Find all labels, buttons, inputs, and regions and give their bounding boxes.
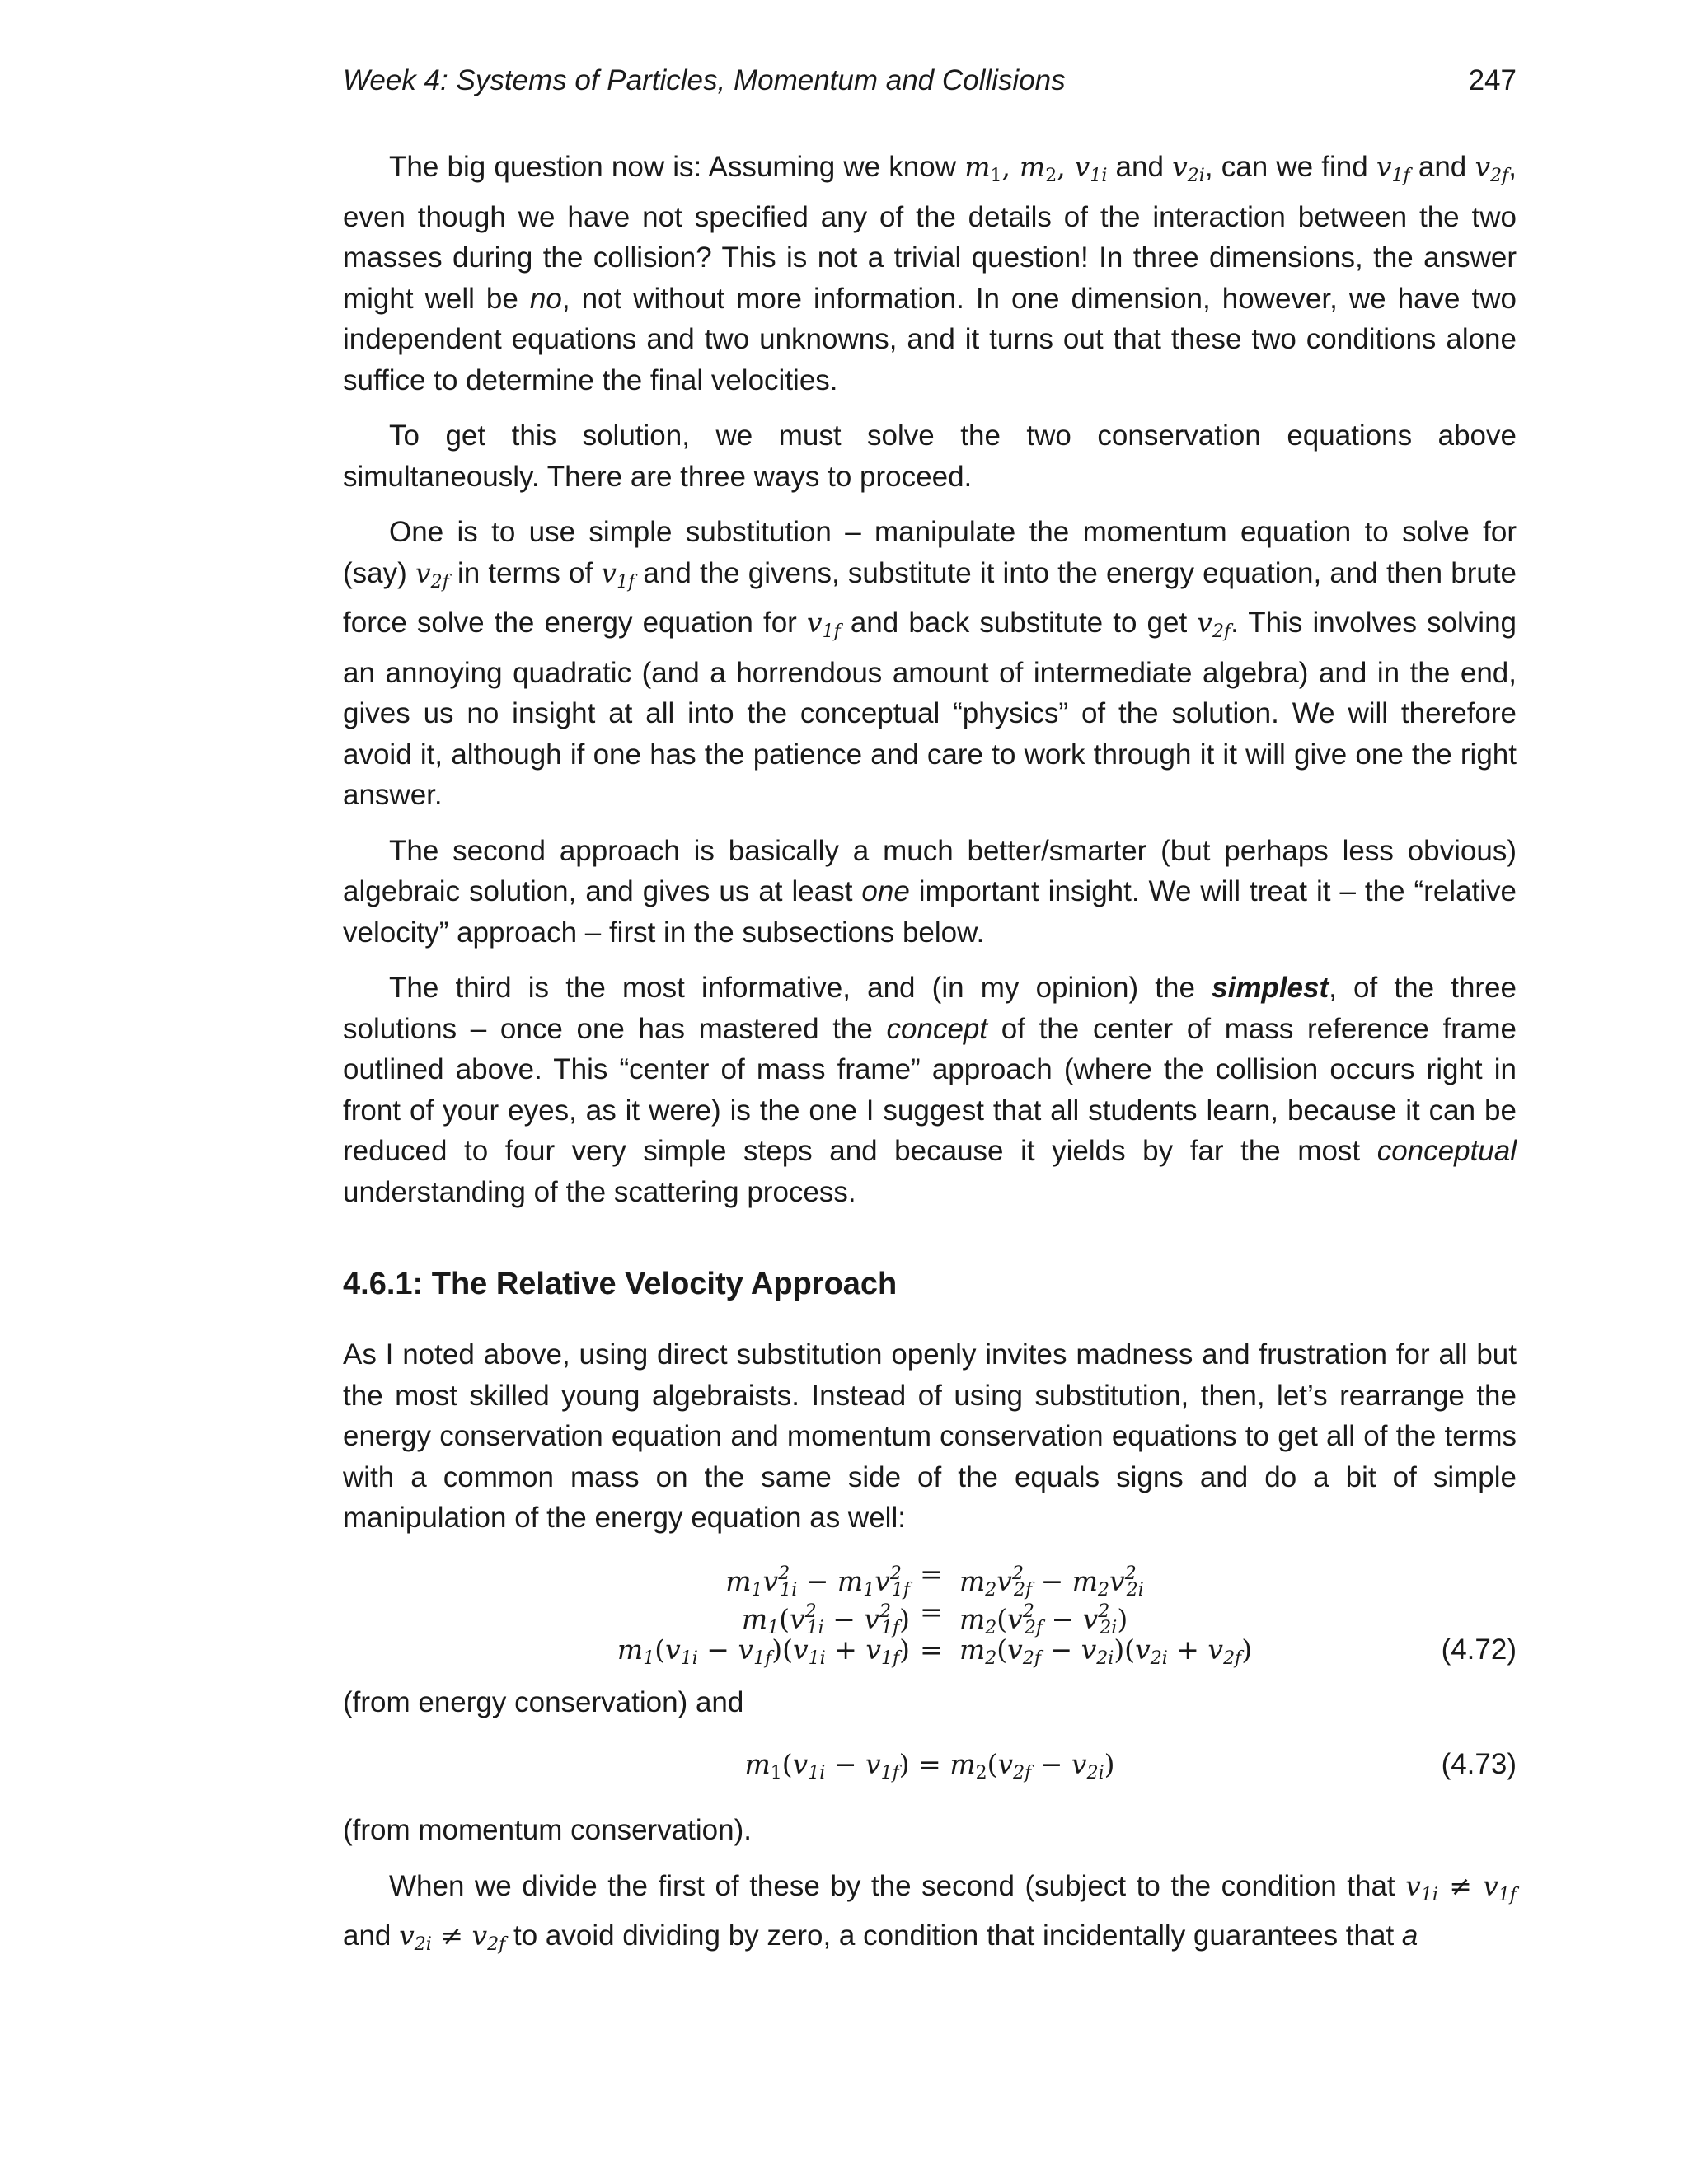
section-heading: 4.6.1: The Relative Velocity Approach: [343, 1267, 898, 1301]
paragraph-substitution: One is to use simple substitution – manipulate the momentum equation to solve for (say) $v_{2f}$ in terms of $v_{1f}$ and the givens, substitute it into the energy equation, and then brute force solve the energy equation for $v_{1f}$ and back substitute to get $v_{2f}$. This involves solving an annoying quadratic (and a horrendous amount of intermediate algebra) and in the end, gives us no insight at all into the conceptual “physics” of the solution. We will therefore avoid it, although if one has the patience and care to work through it it will give one the right answer.: [343, 516, 1517, 811]
math-givens: $m_1$, $m_2$, $v_{1i}$: [964, 151, 1108, 186]
paragraph-rearrange: As I noted above, using direct substitution openly invites madness and frustration for all but the most skilled young algebraists. Instead of using substitution, then, let’s rearrange the energy conservation equation and momentum conservation equations to get all of the terms with a common mass on the same side of the equals signs and do a bit of simple manipulation of the energy equation as well:: [343, 1338, 1517, 1534]
equation-number: (4.72): [1441, 1633, 1517, 1666]
running-header: [343, 64, 1517, 101]
paragraph-from-energy: (from energy conservation) and: [343, 1685, 744, 1718]
equation-row: $m_1(v_{1i} - v_{1f})(v_{1i} + v_{1f})$ = $m_2(v_{2f} - v_{2i})(v_{2i} + v_{2f})$ (4.72): [343, 1629, 1517, 1667]
equation-row: $m_1(v^2_{1i} - v^2_{1f})$ = $m_2(v^2_{2f} - v^2_{2i})$: [741, 1595, 1128, 1638]
paragraph-from-momentum: (from momentum conservation).: [343, 1814, 752, 1846]
equation-row: $m_1v^2_{1i} - m_1v^2_{1f}$ = $m_2v^2_{2f} - m_2v^2_{2i}$: [725, 1557, 1144, 1601]
paragraph-big-question: The big question now is: Assuming we know $m_1$, $m_2$, $v_{1i}$ and $v_{2i}$, can we find $v_{1f}$ and $v_{2f}$, even though we have not specified any of the details of the interaction between the two masses during the collision? This is not a trivial question! In three dimensions, the answer might well be no, not without more information. In one dimension, however, we have two independent equations and two unknowns, and it turns out that these two conditions alone suffice to determine the final velocities.: [343, 151, 1517, 396]
chapter-title: Week 4: Systems of Particles, Momentum and Collisions: [343, 64, 1066, 96]
page-body: [343, 147, 1517, 1980]
paragraph-second-approach: The second approach is basically a much better/smarter (but perhaps less obvious) algebraic solution, and gives us at least one important insight. We will treat it – the “relative velocity” approach – first in the subsections below.: [343, 834, 1517, 949]
page-number: 247: [1468, 64, 1517, 96]
paragraph-divide: When we divide the first of these by the second (subject to the condition that $v_{1i} \ne v_{1f}$ and $v_{2i} \ne v_{2f}$ to avoid dividing by zero, a condition that incidentally guarantees that a: [343, 1869, 1517, 1955]
equation-number: (4.73): [1441, 1748, 1517, 1780]
paragraph-third-approach: The third is the most informative, and (in my opinion) the simplest, of the three solutions – once one has mastered the concept of the center of mass reference frame outlined above. This “center of mass frame” approach (where the collision occurs right in front of your eyes, as it were) is the one I suggest that all students learn, because it can be reduced to four very simple steps and because it yields by far the most conceptual understanding of the scattering process.: [343, 972, 1517, 1208]
equation-4-72: [343, 1554, 1517, 1667]
equation-4-73: $m_1(v_{1i} - v_{1f}) = m_2(v_{2f} - v_{2i})$ (4.73): [343, 1744, 1517, 1785]
paragraph-three-ways: To get this solution, we must solve the two conservation equations above simultaneously. There are three ways to proceed.: [343, 419, 1517, 493]
